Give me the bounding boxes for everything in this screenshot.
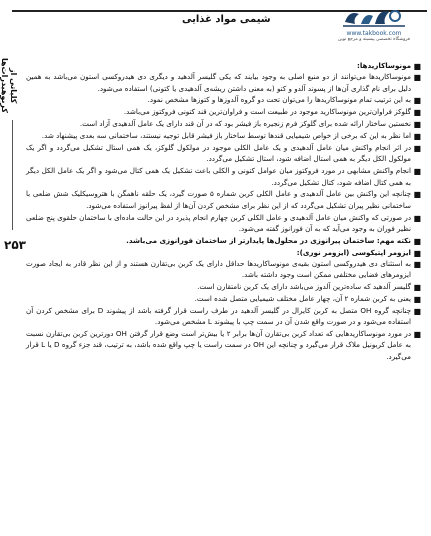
paragraph: ■ گلوکز فراوان‌ترین مونوساکارید موجود در طبیعت است و فراوان‌ترین قند کتونی فروکتوز می‌باشد. <box>123 107 421 118</box>
bullet-icon: ■ <box>413 144 421 154</box>
paragraph: ■ چنانچه گروه OH متصل به کربن کایرال در گلیسر آلدهید در طرف راست قرار گرفته باشد از پیشوند D برای مشخص کردن آن استفاده می‌شود و در صورت واقع شدن آن در سمت چپ با پیشوند L مشخص می‌شود. <box>26 305 421 327</box>
bullet-icon: ■ <box>413 120 421 130</box>
bullet-icon: ■ <box>413 62 421 71</box>
body-text <box>26 60 421 363</box>
bullet-icon: ■ <box>413 73 421 83</box>
logo-url: www.takbook.com <box>346 30 402 37</box>
paragraph: ■ به استثنای دی هیدروکسی استون بقیه‌ی مونوساکاریدها حداقل دارای یک کربن بی‌تقارن هستند و از این نظر قادر به ایجاد صورت ایزومرهای فضایی مختلفی ممکن است وجود داشته باشد. <box>26 258 421 280</box>
bullet-icon: ■ <box>413 132 421 142</box>
bullet-icon: ■ <box>413 259 421 269</box>
bullet-icon: ■ <box>413 295 421 305</box>
paragraph: ■ یعنی به کربن شماره ۲ آن، چهار عامل مختلف شیمیایی متصل شده است. <box>194 294 421 305</box>
bullet-icon: ■ <box>413 248 421 258</box>
paragraph: ■ به این ترتیب تمام مونوساکاریدها را می‌توان تحت دو گروه آلدوزها و کتوزها مشخص نمود. <box>147 95 421 106</box>
paragraph: ■ نخستین ساختار ارائه شده برای گلوکز فرم زنجیره باز فیشر بود که در آن قند دارای یک عامل آلدهیدی آزاد است. <box>79 119 421 130</box>
paragraph: ■ انجام واکنش مشابهی در مورد فروکتوز میان عوامل کتونی و الکلی باعث تشکیل یک همی کتال می‌شود و اگر یک عامل الکل دیگر به همی کتال اضافه شود، کتال تشکیل می‌گردد. <box>26 166 421 187</box>
site-logo <box>322 4 426 50</box>
paragraph: ■ چنانچه این واکنش بین عامل آلدهیدی و عامل الکلی کربن شماره ۵ صورت گیرد، یک حلقه ناهمگن با هتروسیکلیک شش ضلعی با ساختمانی نظیر پیران تشکیل می‌گردد که از این نظر برای مشخص کردن آن‌ها از لفظ پیرانوز استفاده می‌شود. <box>26 189 421 210</box>
paragraph: ■ مونوساکاریدها می‌توانند از دو منبع اصلی به وجود بیایند که یکی گلیسر آلدهید و دیگری دی هیدروکسی استون می‌باشد به همین دلیل برای نام گذاری آن‌ها از پسوند آلدو و کتو (به معنی داشتن ریشه‌ی آلدهیدی یا کتونی) استفاده می‌شود. <box>26 72 421 93</box>
section-heading: ■ مونوساکاریدها: <box>357 61 421 71</box>
side-divider <box>12 120 13 230</box>
paragraph: ■ در صورتی که واکنش میان عامل آلدهیدی و عامل الکلی کربن چهارم انجام پذیرد در این حالت ماده‌ای با ساختمان حلقوی پنج ضلعی نظیر فوران به وجود می‌آید که به آن فورانوز گفته می‌شود. <box>26 212 421 233</box>
bullet-icon: ■ <box>413 190 421 200</box>
section-heading: ■ ایزومر اپتیکوسی (ایزومر نوری): <box>296 247 421 258</box>
paragraph: ■ در مورد مونوساکاریدهایی که تعداد کربن بی‌تقارن آن‌ها برابر ۲ یا بیش‌تر است وضع قرار گرفتن OH دورترین کربن بی‌تقارن نسبت به عامل کربونیل ملاک قرار می‌گیرد و چنانچه این OH در سمت راست یا چپ واقع شده باشد، به ترتیب، قند جزء گروه D یا L قرار می‌گیرد. <box>26 329 421 361</box>
paragraph: ■ گلیسر آلدهید که ساده‌ترین آلدوز می‌باشد دارای یک کربن نامتقارن است. <box>197 282 421 293</box>
bullet-icon: ■ <box>413 306 421 316</box>
paragraph: ■ در اثر انجام واکنش میان عامل آلدهیدی و یک عامل الکلی موجود در مولکول گلوکز، یک همی استال تشکیل می‌گردد و اگر یک مولکول الکل دیگر به همی استال اضافه شود، استال تشکیل می‌گردد. <box>26 143 421 164</box>
bullet-icon: ■ <box>413 330 421 340</box>
page-title: شیمی مواد غذایی <box>182 14 271 25</box>
bullet-icon: ■ <box>413 283 421 293</box>
chapter-side-label: کلیاتی از کربوهیدرات‌ها <box>0 58 18 114</box>
logo-mark-icon <box>339 4 409 32</box>
page-number: ۲۵۳ <box>4 238 26 252</box>
paragraph: ■ اما نظر به این که برخی از خواص شیمیایی قندها توسط ساختار باز فیشر قابل توجیه نیستند، ساختمانی سه بعدی پیشنهاد شد. <box>41 131 421 142</box>
bullet-icon: ■ <box>413 236 421 246</box>
note: ■ نکته مهم: ساختمان پیرانوزی در محلول‌ها پایدارتر از ساختمان فورانوزی می‌باشد. <box>126 235 421 246</box>
bullet-icon: ■ <box>413 213 421 223</box>
logo-tagline: فروشگاه تخصصی پیشینه و مرجع نوین <box>338 37 410 42</box>
bullet-icon: ■ <box>413 96 421 106</box>
bullet-icon: ■ <box>413 167 421 177</box>
bullet-icon: ■ <box>413 108 421 118</box>
